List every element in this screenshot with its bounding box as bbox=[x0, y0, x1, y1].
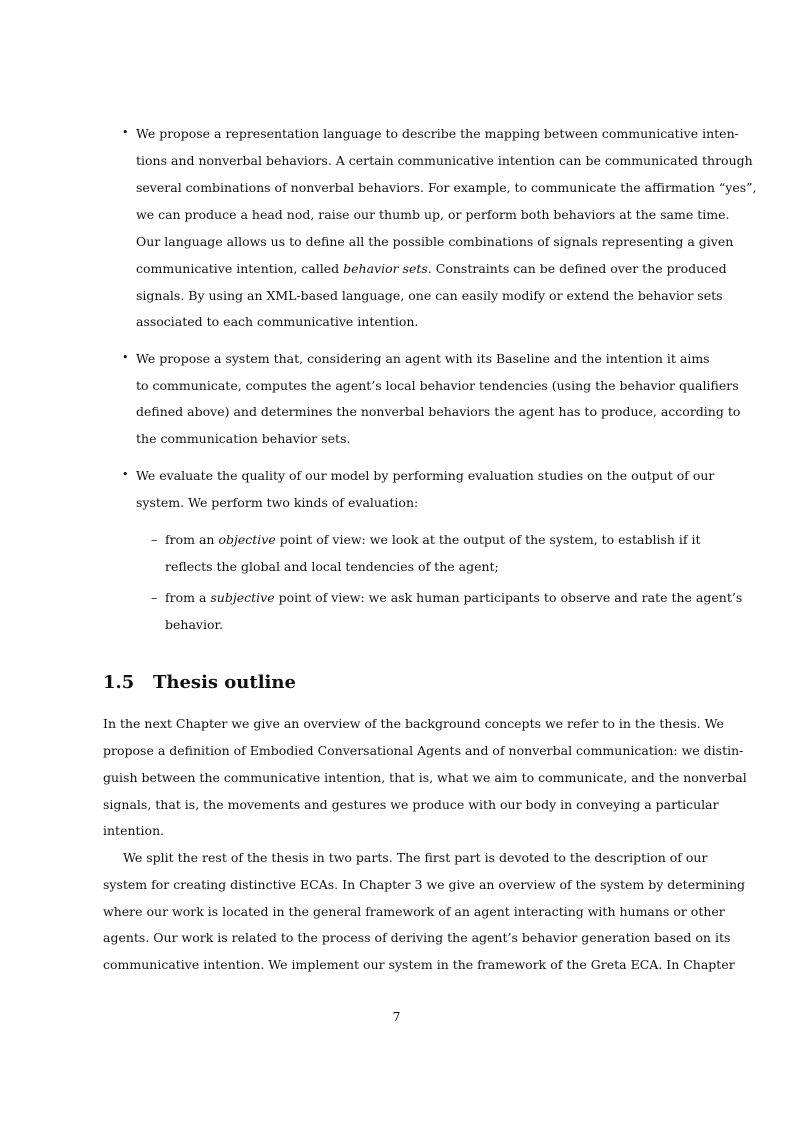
text-line: tions and nonverbal behaviors. A certain communicative intention can be communicated through bbox=[136, 153, 753, 168]
bullet-marker: • bbox=[122, 351, 129, 364]
text-line: signals. By using an XML-based language, one can easily modify or extend the behavior sets bbox=[136, 288, 723, 303]
emphasis: objective bbox=[218, 532, 276, 547]
text-line: Our language allows us to define all the possible combinations of signals representing a given bbox=[136, 234, 734, 249]
text-line: propose a definition of Embodied Conversational Agents and of nonverbal communication: we distin- bbox=[103, 743, 744, 758]
text-line: reflects the global and local tendencies of the agent; bbox=[165, 559, 499, 574]
text-line: We evaluate the quality of our model by performing evaluation studies on the output of our bbox=[136, 468, 715, 483]
text-line: In the next Chapter we give an overview of the background concepts we refer to in the thesis. We bbox=[103, 716, 724, 731]
dash-marker: – bbox=[151, 532, 158, 547]
text-line: to communicate, computes the agent’s local behavior tendencies (using the behavior qualifiers bbox=[136, 378, 739, 393]
text-line: agents. Our work is related to the process of deriving the agent’s behavior generation based on its bbox=[103, 930, 731, 945]
bullet-marker: • bbox=[122, 468, 129, 481]
text-line: We split the rest of the thesis in two parts. The first part is devoted to the description of our bbox=[123, 850, 708, 865]
text-line: guish between the communicative intention, that is, what we aim to communicate, and the nonverbal bbox=[103, 770, 747, 785]
emphasis: behavior sets. bbox=[343, 261, 432, 276]
text-line: system for creating distinctive ECAs. In Chapter 3 we give an overview of the system by determining bbox=[103, 877, 746, 892]
text-line: we can produce a head nod, raise our thumb up, or perform both behaviors at the same time. bbox=[136, 207, 730, 222]
text-line: We propose a system that, considering an agent with its Baseline and the intention it aims bbox=[136, 351, 710, 366]
text-line: from an objective point of view: we look at the output of the system, to establish if it bbox=[165, 532, 701, 547]
text-line: from a subjective point of view: we ask human participants to observe and rate the agent’s bbox=[165, 590, 743, 605]
bullet-marker: • bbox=[122, 126, 129, 139]
text-line: associated to each communicative intention. bbox=[136, 314, 419, 329]
text-line: several combinations of nonverbal behaviors. For example, to communicate the affirmation “yes”, bbox=[136, 180, 757, 195]
section-heading bbox=[103, 672, 296, 694]
text-line: behavior. bbox=[165, 617, 224, 632]
section-number: 1.5 bbox=[103, 672, 135, 693]
text-line: communicative intention. We implement our system in the framework of the Greta ECA. In Chapter bbox=[103, 957, 735, 972]
text-line: the communication behavior sets. bbox=[136, 431, 351, 446]
text-line: defined above) and determines the nonverbal behaviors the agent has to produce, according to bbox=[136, 404, 741, 419]
emphasis: subjective bbox=[210, 590, 275, 605]
text-line: intention. bbox=[103, 823, 165, 838]
text-line: communicative intention, called behavior sets. Constraints can be defined over the produced bbox=[136, 261, 727, 276]
text-line: where our work is located in the general framework of an agent interacting with humans or other bbox=[103, 904, 725, 919]
text-line: We propose a representation language to describe the mapping between communicative inten- bbox=[136, 126, 739, 141]
text-line: system. We perform two kinds of evaluation: bbox=[136, 495, 419, 510]
page-number: 7 bbox=[392, 1009, 401, 1024]
dash-marker: – bbox=[151, 590, 158, 605]
section-title: Thesis outline bbox=[153, 672, 296, 693]
text-line: signals, that is, the movements and gestures we produce with our body in conveying a particular bbox=[103, 797, 719, 812]
